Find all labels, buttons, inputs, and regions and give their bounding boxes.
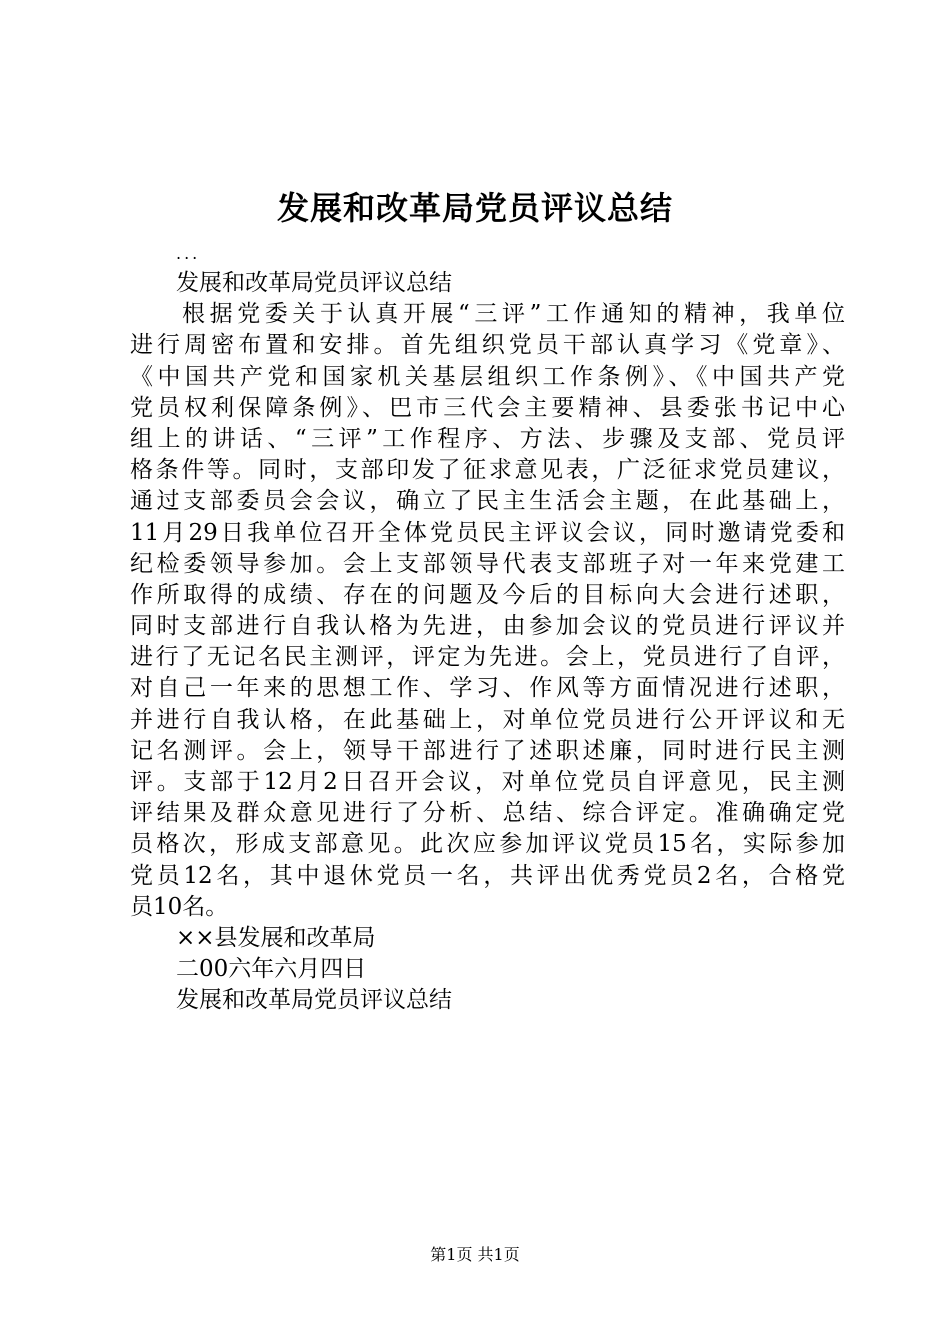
body-line: 《中国共产党和国家机关基层组织工作条例》、《中国共产党 <box>130 363 845 390</box>
body-line: 组上的讲话、“三评”工作程序、方法、步骤及支部、党员评 <box>130 425 845 452</box>
body-line: 记名测评。会上，领导干部进行了述职述廉，同时进行民主测 <box>130 737 845 764</box>
body-line: 党员权利保障条例》、巴市三代会主要精神、县委张书记中心 <box>130 394 845 421</box>
heading-repeat: 发展和改革局党员评议总结 <box>176 270 452 296</box>
body-line: 11月29日我单位召开全体党员民主评议会议，同时邀请党委和 <box>130 519 845 546</box>
ellipsis-text: ... <box>176 244 201 263</box>
signature-org: ××县发展和改革局 <box>176 924 376 951</box>
body-line: 格条件等。同时，支部印发了征求意见表，广泛征求党员建议， <box>130 457 845 484</box>
body-line: 对自己一年来的思想工作、学习、作风等方面情况进行述职， <box>130 675 845 702</box>
body-line: 纪检委领导参加。会上支部领导代表支部班子对一年来党建工 <box>130 550 845 577</box>
body-line: 评。支部于12月2日召开会议，对单位党员自评意见，民主测 <box>130 769 845 795</box>
signature-date: 二00六年六月四日 <box>176 956 367 983</box>
body-line: 员10名。 <box>130 893 229 920</box>
page-footer: 第1页 共1页 <box>430 1245 520 1264</box>
body-line: 进行周密布置和安排。首先组织党员干部认真学习《党章》、 <box>130 332 845 359</box>
document-body <box>130 268 845 1017</box>
body-line: 通过支部委员会会议，确立了民主生活会主题，在此基础上， <box>130 488 845 515</box>
body-line: 进行了无记名民主测评，评定为先进。会上，党员进行了自评， <box>130 644 845 671</box>
body-line: 评结果及群众意见进行了分析、总结、综合评定。准确确定党 <box>130 800 845 827</box>
body-line: 党员12名，其中退休党员一名，共评出优秀党员2名，合格党 <box>130 862 845 889</box>
body-line: 同时支部进行自我认格为先进，由参加会议的党员进行评议并 <box>130 613 845 640</box>
closing-repeat: 发展和改革局党员评议总结 <box>176 987 452 1014</box>
body-line: 并进行自我认格，在此基础上，对单位党员进行公开评议和无 <box>130 706 845 733</box>
body-line: 作所取得的成绩、存在的问题及今后的目标向大会进行述职， <box>130 581 845 608</box>
document-title: 发展和改革局党员评议总结 <box>276 189 673 227</box>
body-line: 根据党委关于认真开展“三评”工作通知的精神，我单位 <box>182 301 845 328</box>
body-line: 员格次，形成支部意见。此次应参加评议党员15名，实际参加 <box>130 831 845 858</box>
